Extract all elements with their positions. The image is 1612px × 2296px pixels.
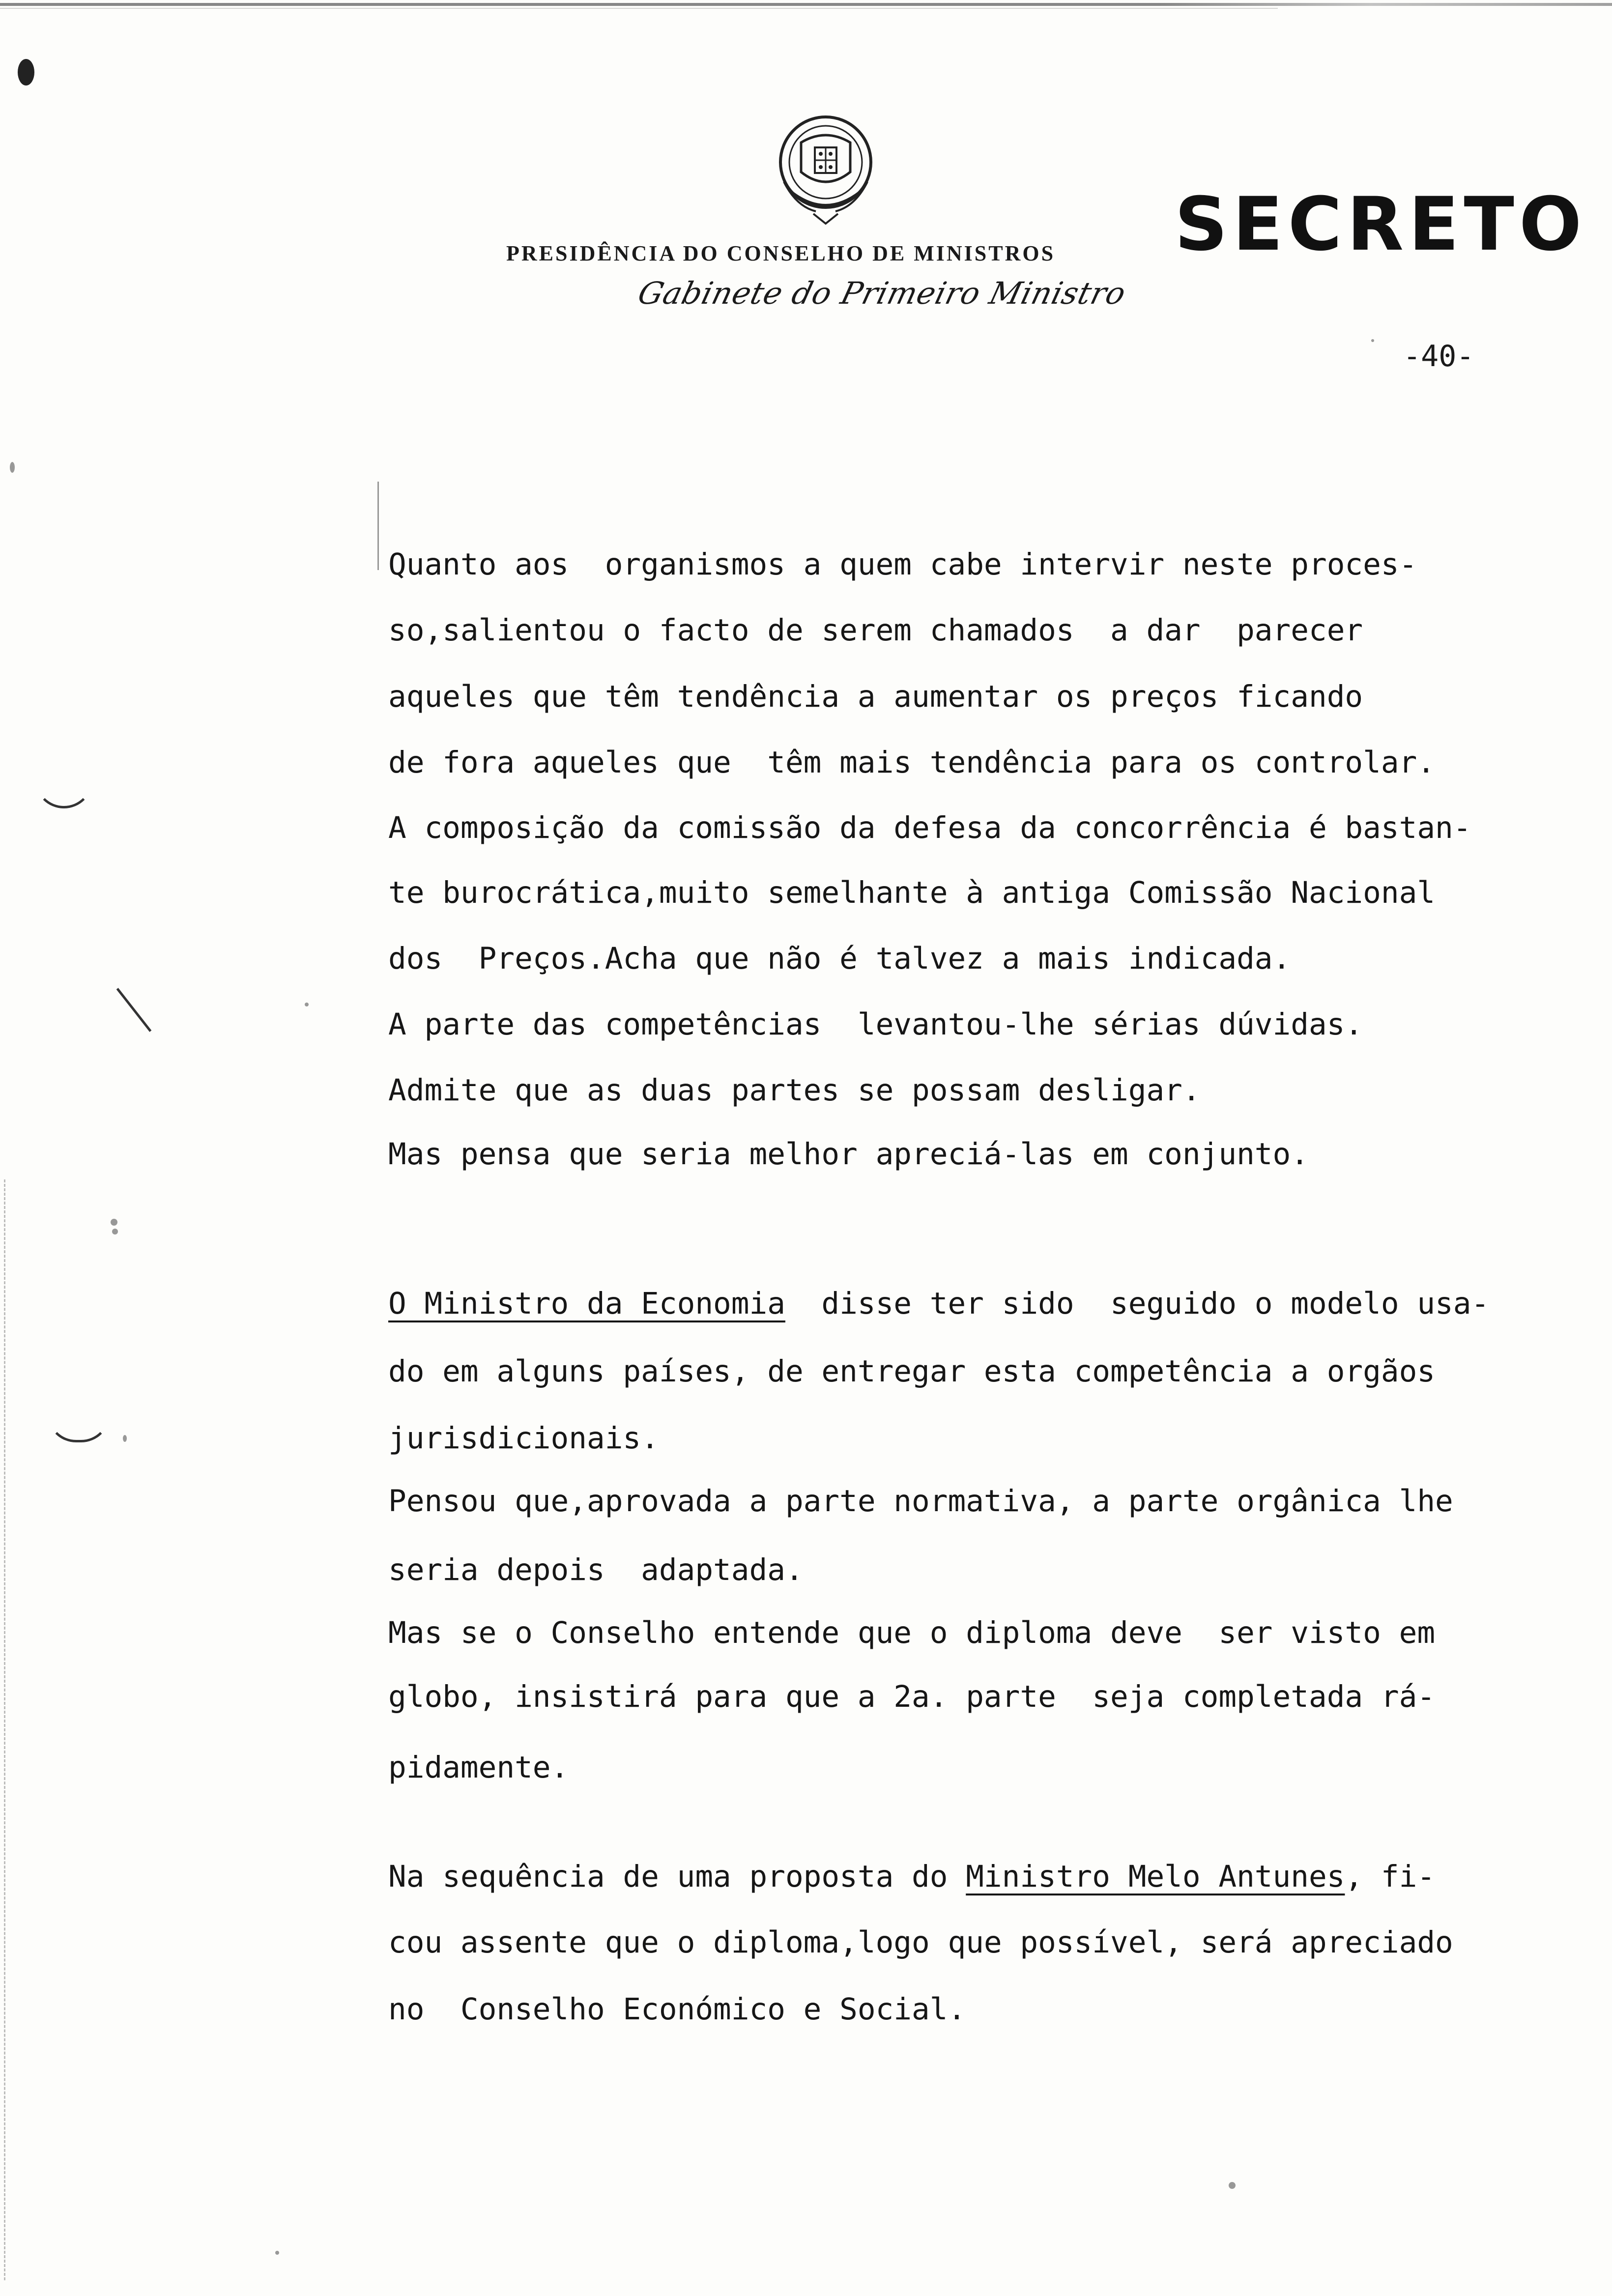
margin-mark-arc xyxy=(47,1410,111,1442)
text-line: do em alguns países, de entregar esta competência a orgãos xyxy=(388,1354,1436,1389)
text-line: Pensou que,aprovada a parte normativa, a parte orgânica lhe xyxy=(388,1484,1453,1519)
speaker-name: Ministro Melo Antunes xyxy=(966,1859,1345,1894)
text-line: cou assente que o diploma,logo que possível, será apreciado xyxy=(388,1925,1453,1960)
institution-name: PRESIDÊNCIA DO CONSELHO DE MINISTROS xyxy=(506,241,1056,265)
text-line: A parte das competências levantou-lhe sérias dúvidas. xyxy=(388,1007,1363,1042)
speck xyxy=(112,1229,118,1234)
text-line-start: Na sequência de uma proposta do xyxy=(388,1859,966,1894)
text-line: globo, insistirá para que a 2a. parte seja completada rá- xyxy=(388,1679,1436,1714)
speck xyxy=(1371,339,1374,342)
page-number: -40- xyxy=(1403,339,1474,373)
speaker-name: O Ministro da Economia xyxy=(388,1286,785,1321)
coat-of-arms-seal xyxy=(767,108,885,231)
text-line: dos Preços.Acha que não é talvez a mais indicada. xyxy=(388,941,1291,976)
top-scan-edge xyxy=(0,3,1612,6)
text-line-rest: disse ter sido seguido o modelo usa- xyxy=(785,1286,1490,1321)
office-name: Gabinete do Primeiro Ministro xyxy=(634,275,1130,311)
text-line: so,salientou o facto de serem chamados a dar parecer xyxy=(388,613,1363,648)
speck xyxy=(275,2251,279,2255)
text-line xyxy=(388,1286,1490,1321)
margin-mark-arc xyxy=(34,776,93,808)
margin-mark-slash xyxy=(116,988,152,1032)
speck xyxy=(111,1219,117,1226)
speck xyxy=(123,1435,127,1442)
ink-blot xyxy=(18,59,34,86)
text-line: de fora aqueles que têm mais tendência para os controlar. xyxy=(388,745,1436,780)
speck xyxy=(10,462,15,473)
text-line: Mas se o Conselho entende que o diploma deve ser visto em xyxy=(388,1615,1436,1650)
speck xyxy=(1229,2182,1236,2189)
text-line: A composição da comissão da defesa da concorrência é bastan- xyxy=(388,810,1471,845)
text-line: seria depois adaptada. xyxy=(388,1552,804,1587)
margin-rule-faint xyxy=(377,482,379,570)
text-line xyxy=(388,1859,1436,1894)
text-line-end: , fi- xyxy=(1345,1859,1436,1894)
classification-stamp: SECRETO xyxy=(1175,182,1587,267)
left-scan-edge xyxy=(4,1179,7,2280)
text-line: jurisdicionais. xyxy=(388,1421,659,1456)
top-scan-edge-faint xyxy=(0,8,1278,9)
text-line: no Conselho Económico e Social. xyxy=(388,1992,966,2027)
speck xyxy=(305,1003,309,1006)
text-line: Mas pensa que seria melhor apreciá-las em conjunto. xyxy=(388,1137,1309,1172)
text-line: Admite que as duas partes se possam desligar. xyxy=(388,1073,1201,1108)
text-line: Quanto aos organismos a quem cabe intervir neste proces- xyxy=(388,547,1417,582)
text-line: aqueles que têm tendência a aumentar os preços ficando xyxy=(388,679,1363,714)
text-line: pidamente. xyxy=(388,1750,569,1785)
text-line: te burocrática,muito semelhante à antiga Comissão Nacional xyxy=(388,875,1436,910)
